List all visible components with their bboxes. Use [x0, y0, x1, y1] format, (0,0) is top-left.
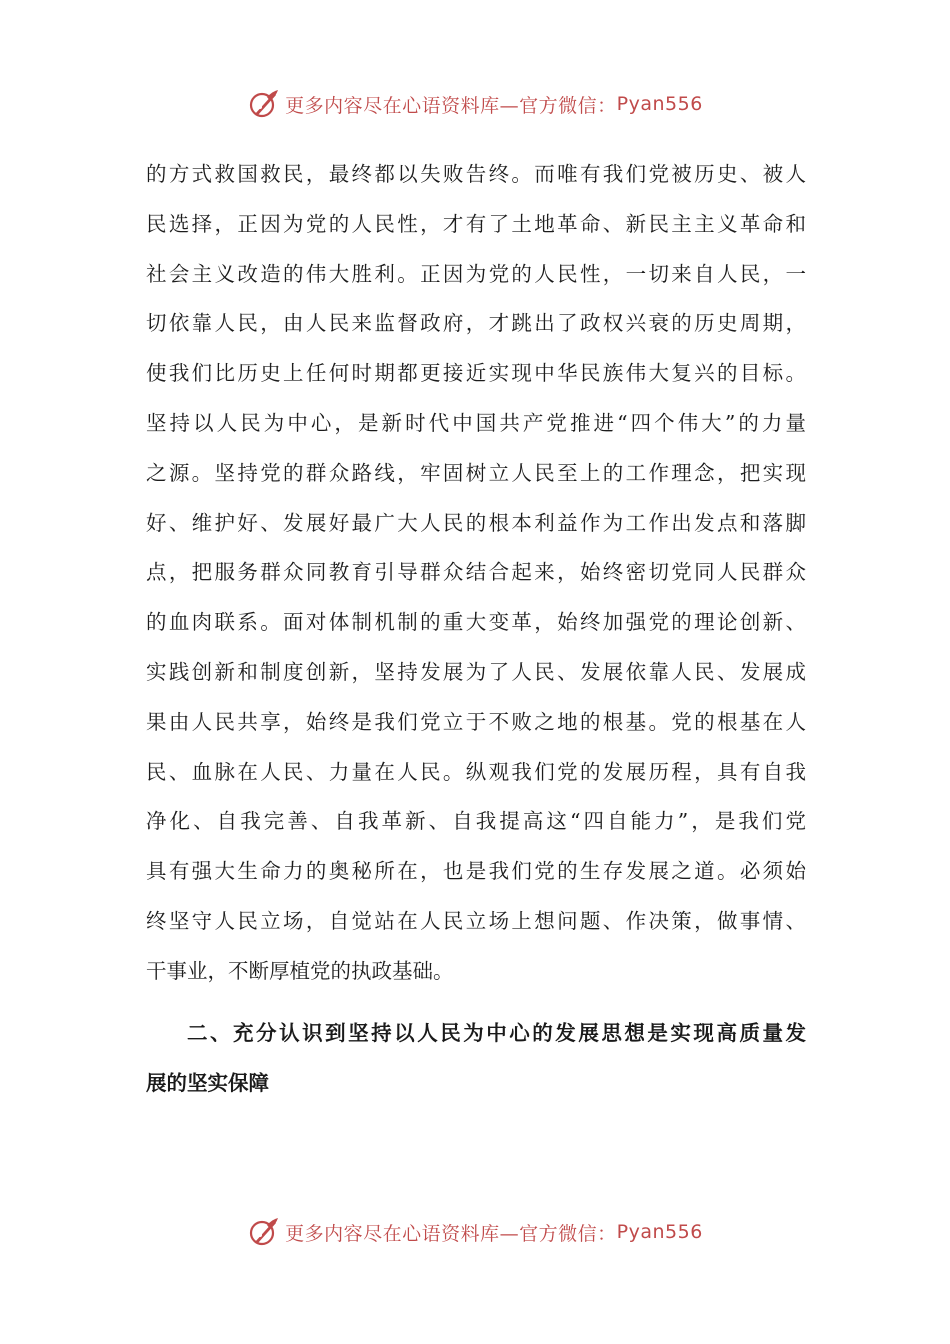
body-line: 之源。坚持党的群众路线，牢固树立人民至上的工作理念，把实现: [146, 460, 806, 485]
section-heading-line: 二、充分认识到坚持以人民为中心的发展思想是实现高质量发: [187, 1021, 806, 1045]
body-line: 切依靠人民，由人民来监督政府，才跳出了政权兴衰的历史周期，: [146, 311, 806, 336]
banner-wechat-id: Pyan556: [616, 93, 703, 115]
banner-wechat-id: Pyan556: [616, 1221, 703, 1243]
body-line: 果由人民共享，始终是我们党立于不败之地的根基。党的根基在人: [146, 709, 806, 734]
body-line: 的血肉联系。面对体制机制的重大变革，始终加强党的理论创新、: [146, 610, 806, 635]
body-line: 社会主义改造的伟大胜利。正因为党的人民性，一切来自人民，一: [146, 261, 806, 286]
body-line: 使我们比历史上任何时期都更接近实现中华民族伟大复兴的目标。: [146, 361, 806, 386]
body-line: 终坚守人民立场，自觉站在人民立场上想问题、作决策，做事情、: [146, 908, 806, 933]
section-heading-line: 展的坚实保障: [146, 1071, 269, 1095]
footer-banner: [0, 1212, 950, 1252]
body-line: 净化、自我完善、自我革新、自我提高这“四自能力”，是我们党: [146, 809, 806, 834]
body-line: 坚持以人民为中心，是新时代中国共产党推进“四个伟大”的力量: [146, 410, 806, 435]
body-paragraph: [146, 150, 806, 997]
body-line: 好、维护好、发展好最广大人民的根本利益作为工作出发点和落脚: [146, 510, 806, 535]
body-line: 民选择，正因为党的人民性，才有了土地革命、新民主主义革命和: [146, 211, 806, 236]
body-line: 的方式救国救民，最终都以失败告终。而唯有我们党被历史、被人: [146, 162, 806, 186]
banner-text: 更多内容尽在心语资料库—官方微信：: [285, 94, 617, 117]
section-heading: [146, 1008, 806, 1108]
quill-pen-icon: [247, 87, 281, 121]
banner-text: 更多内容尽在心语资料库—官方微信：: [285, 1222, 617, 1245]
header-banner: [0, 84, 950, 124]
quill-pen-icon: [247, 1215, 281, 1249]
body-line: 民、血脉在人民、力量在人民。纵观我们党的发展历程，具有自我: [146, 759, 806, 784]
body-line: 点，把服务群众同教育引导群众结合起来，始终密切党同人民群众: [146, 560, 806, 585]
body-line: 实践创新和制度创新，坚持发展为了人民、发展依靠人民、发展成: [146, 659, 806, 684]
body-line: 干事业，不断厚植党的执政基础。: [146, 958, 454, 983]
body-line: 具有强大生命力的奥秘所在，也是我们党的生存发展之道。必须始: [146, 859, 806, 884]
